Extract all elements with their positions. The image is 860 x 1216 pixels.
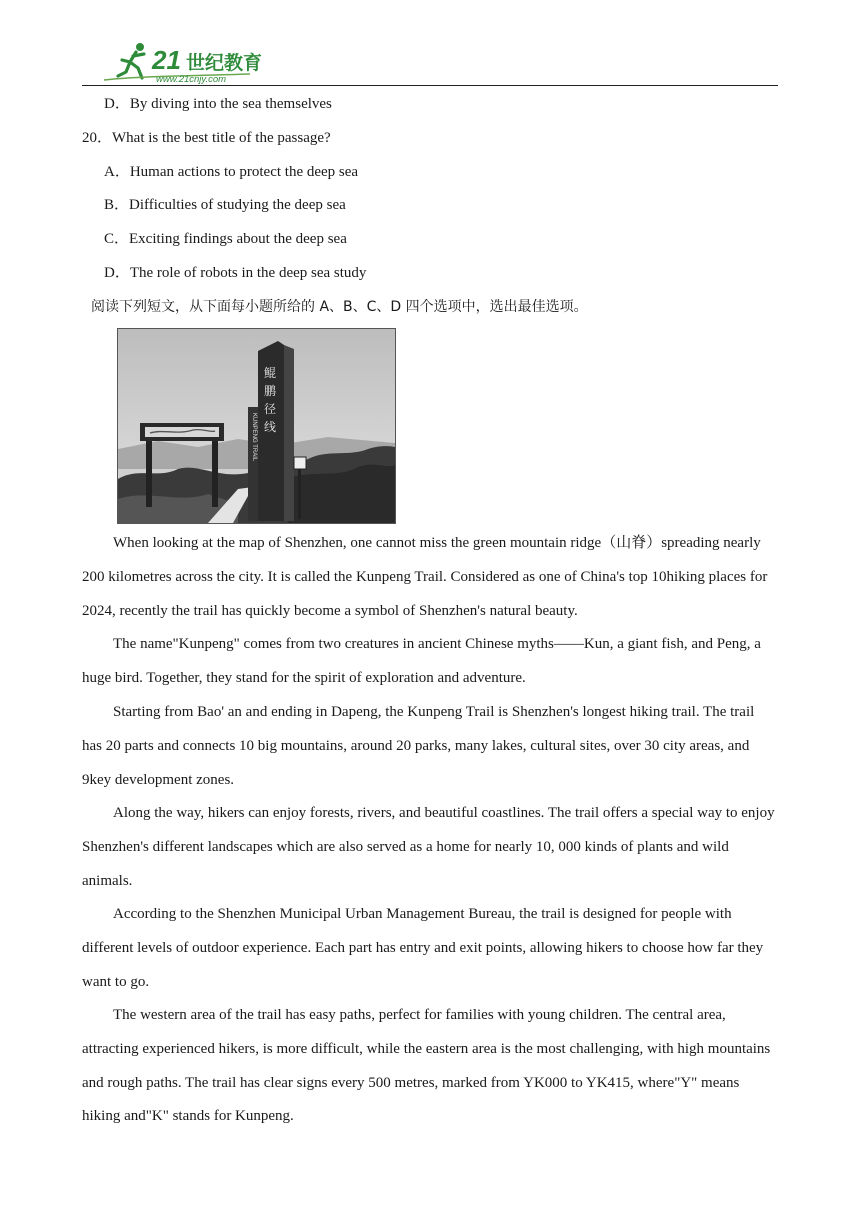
21cnjy-logo (100, 40, 280, 84)
q20-option-a: A．Human actions to protect the deep sea (104, 164, 359, 180)
passage-paragraph-2: The name"Kunpeng" comes from two creatures in ancient Chinese myths——Kun, a giant fish, and Peng, a huge bird. Together, they stand for the spirit of exploration and adventure. (82, 636, 761, 686)
sign-chinese-text: 鲲 鹏 径 线 (264, 366, 277, 434)
q19-option-d: D．By diving into the sea themselves (104, 96, 332, 112)
q20-stem: 20．What is the best title of the passage? (82, 130, 331, 146)
passage-paragraph-5: According to the Shenzhen Municipal Urban Management Bureau, the trail is designed for people with different levels of outdoor experience. Each part has entry and exit points, allowing hikers to choose how far they want to go. (82, 906, 764, 990)
header-rule (82, 85, 778, 86)
passage-paragraph-4: Along the way, hikers can enjoy forests, rivers, and beautiful coastlines. The trail offers a special way to enjoy Shenzhen's different landscapes which are also served as a home for nearly 10, 000 kinds of plants and wild animals. (82, 805, 775, 889)
page-header (82, 40, 778, 86)
reading-instruction: 阅读下列短文，从下面每小题所给的 A、B、C、D 四个选项中，选出最佳选项。 (91, 299, 588, 315)
passage-paragraph-6: The western area of the trail has easy paths, perfect for families with young children. The central area, attracting experienced hikers, is more difficult, while the eastern area is the most challenging, with high mountains and rough paths. The trail has clear signs every 500 metres, marked from YK000 to YK415, where"Y" means hiking and"K" stands for Kunpeng. (82, 1007, 771, 1125)
logo-number: 21 (152, 45, 181, 75)
passage-paragraph-1: When looking at the map of Shenzhen, one cannot miss the green mountain ridge（山脊）spreading nearly 200 kilometres across the city. It is called the Kunpeng Trail. Considered as one of China's top 10hiking places for 2024, recently the trail has quickly become a symbol of Shenzhen's natural beauty. (82, 535, 768, 619)
sign-english-text: KUNPENG TRAIL (251, 413, 257, 462)
q20-option-c: C．Exciting findings about the deep sea (104, 231, 347, 247)
passage-paragraph-3: Starting from Bao' an and ending in Dapeng, the Kunpeng Trail is Shenzhen's longest hiking trail. The trail has 20 parts and connects 10 big mountains, around 20 parks, many lakes, cultural sites, over 30 city areas, and 9key development zones. (82, 704, 755, 788)
trail-sign-image (118, 329, 395, 523)
q20-option-d: D．The role of robots in the deep sea study (104, 265, 367, 281)
logo-url: www.21cnjy.com (156, 74, 227, 84)
logo-chinese: 世纪教育 (186, 52, 263, 74)
kunpeng-trail-photo (117, 328, 396, 524)
q20-option-b: B．Difficulties of studying the deep sea (104, 197, 346, 213)
